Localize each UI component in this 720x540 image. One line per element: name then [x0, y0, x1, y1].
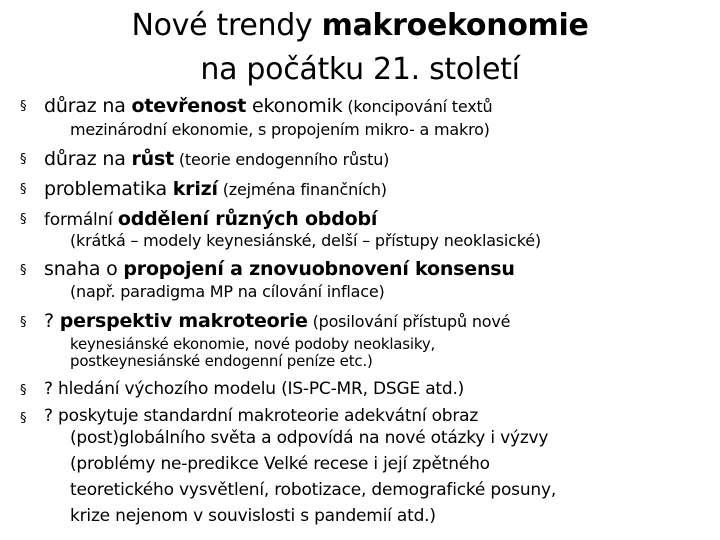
- item-text: ekonomik: [246, 95, 343, 117]
- item-subline: (post)globálního světa a odpovídá na nové otázky i výzvy: [70, 428, 549, 448]
- item-bold: oddělení různých období: [117, 208, 378, 230]
- bullet-item-growth: [44, 147, 389, 171]
- item-aside: (zejména finančních): [217, 180, 387, 199]
- bullet-marker: §: [20, 383, 27, 398]
- bullet-item-consensus: [44, 257, 515, 281]
- item-text: důraz na: [44, 95, 132, 117]
- item-subline: (problémy ne-predikce Velké recese i její zpětného: [70, 454, 490, 474]
- item-text: důraz na: [44, 148, 132, 170]
- item-subline: postkeynesiánské endogenní peníze etc.): [70, 352, 373, 370]
- item-subline: (např. paradigma MP na cílování inflace): [70, 282, 385, 301]
- title-text-plain: Nové trendy: [131, 8, 322, 43]
- bullet-marker: §: [20, 315, 27, 330]
- title-line-2: na počátku 21. století: [200, 52, 520, 87]
- item-bold: otevřenost: [131, 95, 247, 117]
- bullet-item-periods: [44, 207, 377, 231]
- item-text: ?: [44, 310, 60, 332]
- item-bold: krizí: [172, 178, 218, 200]
- item-text: formální: [44, 210, 118, 230]
- item-bold: růst: [131, 148, 174, 170]
- bullet-item-openness: [44, 94, 493, 118]
- bullet-item-crises: [44, 177, 387, 201]
- title-text-bold: makroekonomie: [321, 8, 589, 43]
- item-bold: perspektiv makroteorie: [59, 310, 308, 332]
- item-text: problematika: [44, 178, 173, 200]
- title-line-1: [0, 4, 720, 48]
- item-text: snaha o: [44, 258, 124, 280]
- slide-title: [0, 4, 720, 92]
- bullet-marker: §: [20, 212, 27, 227]
- item-subline: mezinárodní ekonomie, s propojením mikro- a makro): [70, 120, 490, 139]
- bullet-marker: §: [20, 99, 27, 114]
- bullet-marker: §: [20, 263, 27, 278]
- item-aside: (koncipování textů: [342, 97, 493, 116]
- bullet-item-baseline-model: ? hledání výchozího modelu (IS-PC-MR, DSGE atd.): [44, 379, 465, 399]
- item-subline: teoretického vysvětlení, robotizace, demografické posuny,: [70, 480, 557, 500]
- item-bold: propojení a znovuobnovení konsensu: [123, 258, 515, 280]
- item-aside: (posilování přístupů nové: [307, 312, 511, 331]
- item-subline: (krátká – modely keynesiánské, delší – přístupy neoklasické): [70, 231, 541, 250]
- item-subline: keynesiánské ekonomie, nové podoby neoklasiky,: [70, 335, 436, 353]
- bullet-item-adequacy: ? poskytuje standardní makroteorie adekvátní obraz: [44, 406, 479, 426]
- bullet-marker: §: [20, 411, 27, 426]
- bullet-marker: §: [20, 182, 27, 197]
- item-aside: (teorie endogenního růstu): [174, 150, 390, 169]
- bullet-marker: §: [20, 152, 27, 167]
- bullet-item-perspectives: [44, 309, 510, 333]
- item-subline: krize nejenom v souvislosti s pandemií atd.): [70, 506, 436, 526]
